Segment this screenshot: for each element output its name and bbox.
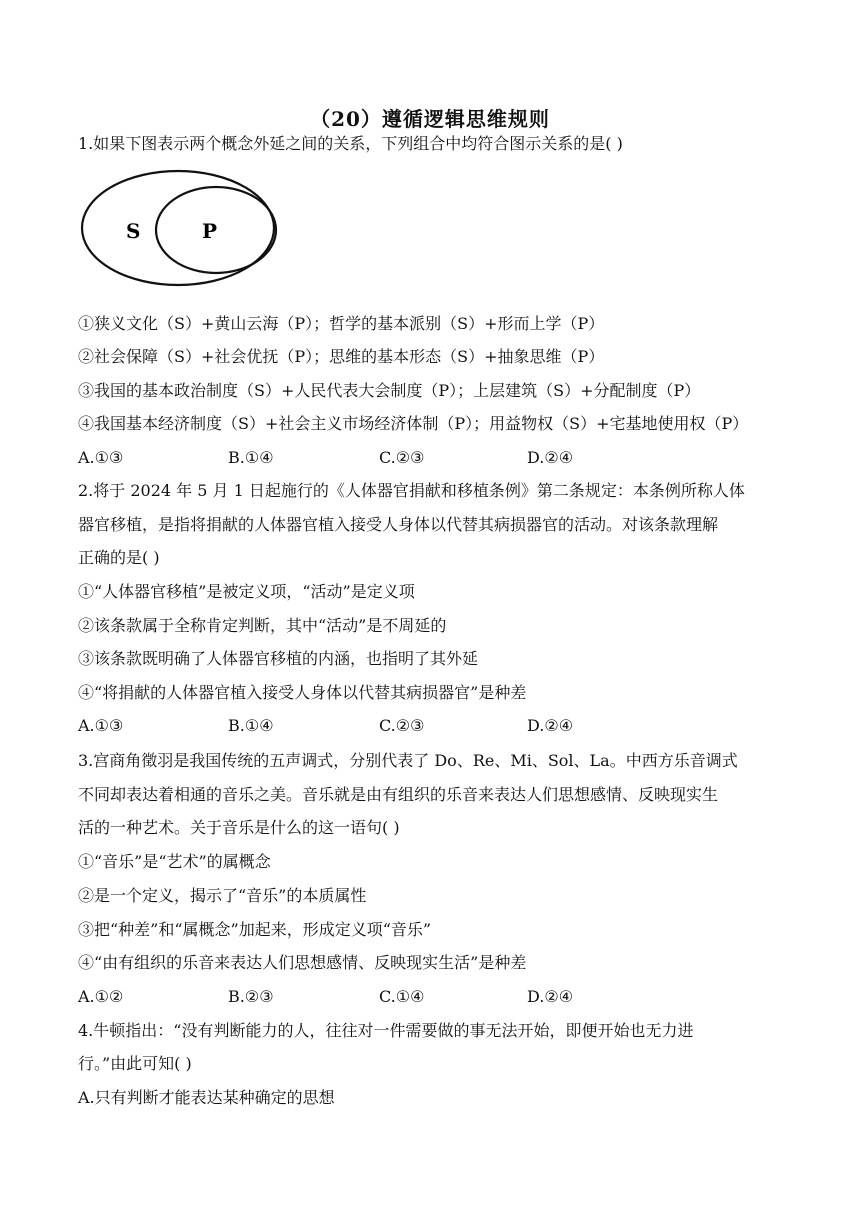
q2-option-a[interactable]: A.①③	[78, 716, 124, 735]
q3-option-d[interactable]: D.②④	[527, 987, 574, 1006]
q3-item-3: ③把“种差”和“属概念”加起来，形成定义项“音乐”	[78, 920, 432, 939]
q1-option-b[interactable]: B.①④	[228, 448, 274, 467]
venn-label-s: S	[126, 219, 141, 243]
q3-stem-line-3: 活的一种艺术。关于音乐是什么的这一语句( )	[78, 818, 400, 837]
q2-option-c[interactable]: C.②③	[379, 716, 425, 735]
q1-item-3: ③我国的基本政治制度（S）+人民代表大会制度（P）；上层建筑（S）+分配制度（P）	[78, 381, 701, 400]
q2-option-b[interactable]: B.①④	[228, 716, 274, 735]
q1-item-4: ④我国基本经济制度（S）+社会主义市场经济体制（P）；用益物权（S）+宅基地使用权（P）	[78, 414, 749, 433]
q1-option-a[interactable]: A.①③	[78, 448, 124, 467]
q4-option-a[interactable]: A.只有判断才能表达某种确定的思想	[78, 1088, 335, 1107]
venn-label-p: P	[202, 219, 218, 243]
q3-stem-line-2: 不同却表达着相通的音乐之美。音乐就是由有组织的乐音来表达人们思想感情、反映现实生	[78, 785, 719, 804]
q2-stem-line-3: 正确的是( )	[78, 548, 160, 567]
q3-stem-line-1: 3.宫商角徵羽是我国传统的五声调式，分别代表了 Do、Re、Mi、Sol、La。中西方乐音调式	[78, 751, 738, 770]
q2-stem-line-1: 2.将于 2024 年 5 月 1 日起施行的《人体器官捐献和移植条例》第二条规定：本条例所称人体	[78, 481, 745, 500]
q4-stem-line-1: 4.牛顿指出：“没有判断能力的人，往往对一件需要做的事无法开始，即便开始也无力进	[78, 1021, 694, 1040]
venn-diagram	[80, 166, 280, 290]
q3-item-2: ②是一个定义，揭示了“音乐”的本质属性	[78, 886, 367, 905]
q3-option-c[interactable]: C.①④	[379, 987, 425, 1006]
q3-option-b[interactable]: B.②③	[228, 987, 274, 1006]
q1-option-d[interactable]: D.②④	[527, 448, 574, 467]
q4-stem-line-2: 行。”由此可知( )	[78, 1054, 192, 1073]
q2-stem-line-2: 器官移植，是指将捐献的人体器官植入接受人身体以代替其病损器官的活动。对该条款理解	[78, 515, 719, 534]
q2-option-d[interactable]: D.②④	[527, 716, 574, 735]
q1-stem: 1.如果下图表示两个概念外延之间的关系，下列组合中均符合图示关系的是( )	[78, 134, 623, 153]
q1-option-c[interactable]: C.②③	[379, 448, 425, 467]
q2-item-3: ③该条款既明确了人体器官移植的内涵，也指明了其外延	[78, 649, 479, 668]
q2-item-4: ④“将捐献的人体器官植入接受人身体以代替其病损器官”是种差	[78, 683, 527, 702]
page-title: （20）遵循逻辑思维规则	[310, 107, 550, 131]
q1-item-2: ②社会保障（S）+社会优抚（P）；思维的基本形态（S）+抽象思维（P）	[78, 347, 605, 366]
q3-option-a[interactable]: A.①②	[78, 987, 124, 1006]
q1-item-1: ①狭义文化（S）+黄山云海（P）；哲学的基本派别（S）+形而上学（P）	[78, 314, 605, 333]
q3-item-1: ①“音乐”是“艺术”的属概念	[78, 852, 271, 871]
q3-item-4: ④“由有组织的乐音来表达人们思想感情、反映现实生活”是种差	[78, 953, 527, 972]
q2-item-1: ①“人体器官移植”是被定义项，“活动”是定义项	[78, 582, 415, 601]
q2-item-2: ②该条款属于全称肯定判断，其中“活动”是不周延的	[78, 616, 447, 635]
